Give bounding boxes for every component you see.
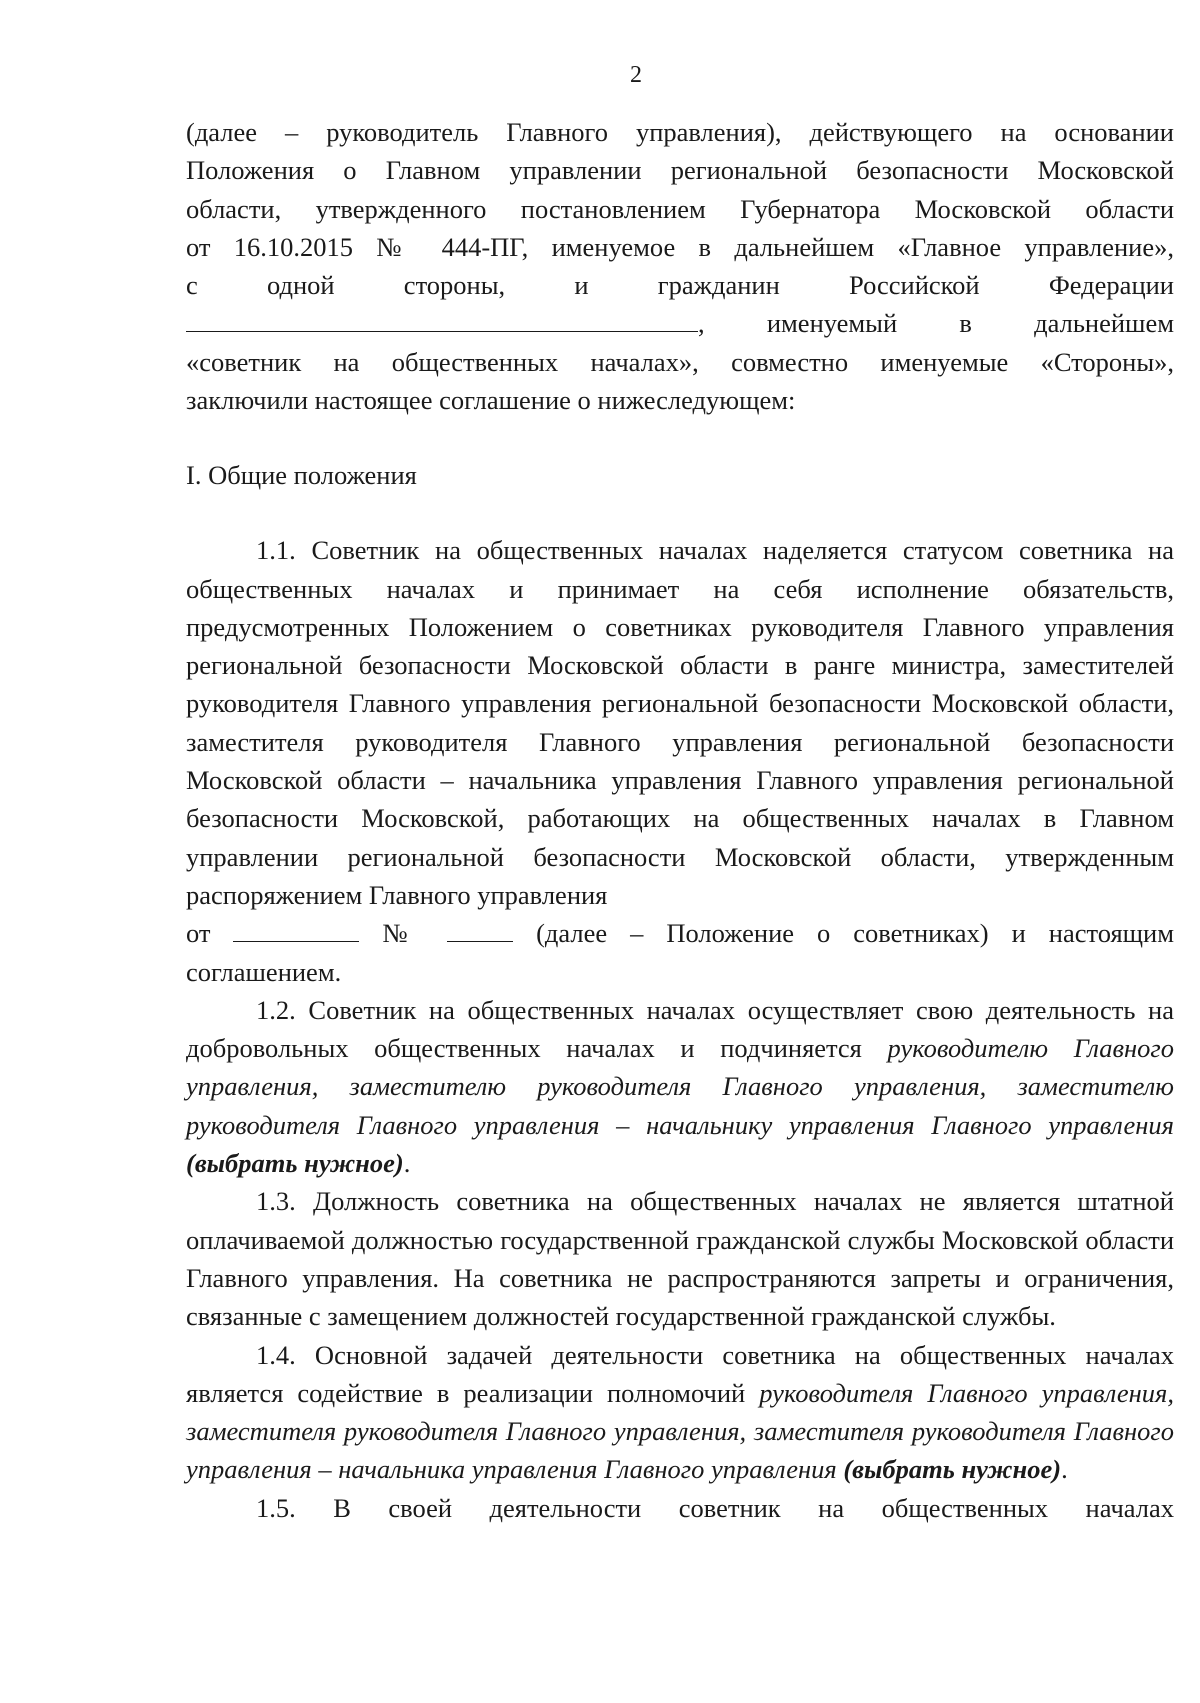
paragraph-1-4 — [186, 1336, 1174, 1489]
date-blank-line — [233, 917, 359, 942]
paragraph-1-1-continuation: (далее – Положение о советниках) и настоящим — [536, 918, 1174, 949]
paragraph-1-1-date-line — [186, 914, 1174, 952]
intro-line: Положения о Главном управлении региональной безопасности Московской — [186, 155, 1174, 186]
paragraph-1-1 — [186, 531, 1174, 914]
intro-line-with-blank — [186, 304, 1174, 342]
paragraph-1-4-end: . — [1061, 1454, 1068, 1485]
intro-line: от 16.10.2015 № 444-ПГ, именуемое в дальнейшем «Главное управление», — [186, 231, 1174, 262]
number-sign: № — [382, 918, 425, 949]
document-body — [186, 113, 1174, 1527]
paragraph-1-4-choice-note: (выбрать нужное) — [843, 1454, 1062, 1485]
name-blank-line — [186, 307, 698, 332]
number-blank-line — [447, 917, 513, 942]
paragraph-1-4-italic: руководителя Главного управления, заместителя руководителя Главного управления, заместителя руководителя Главного управления – начальника управления Главного управления — [186, 1377, 1175, 1485]
paragraph-1-2-text: 1.2. Советник на общественных началах осуществляет свою деятельность на добровольных общественных началах и подчиняется — [186, 994, 1174, 1064]
intro-line-tail: , именуемый в дальнейшем — [698, 308, 1174, 339]
paragraph-1-5: 1.5. В своей деятельности советник на общественных началах — [256, 1492, 1174, 1523]
section-title: I. Общие положения — [186, 460, 417, 491]
intro-line: с одной стороны, и гражданин Российской Федерации — [186, 270, 1174, 301]
paragraph-1-2-end: . — [403, 1148, 411, 1179]
from-label: от — [186, 918, 211, 949]
paragraph-1-3: 1.3. Должность советника на общественных началах не является штатной оплачиваемой должностью государственной гражданской службы Московской области Главного управления. На советника не распространяются запреты и ограничения, связанные с замещением должностей государственной гражданской службы. — [186, 1186, 1174, 1332]
paragraph-1-4-text: 1.4. Основной задачей деятельности советника на общественных началах является содействие в реализации полномочий — [186, 1339, 1174, 1408]
paragraph-1-2 — [186, 991, 1174, 1182]
intro-line: области, утвержденного постановлением Губернатора Московской области — [186, 193, 1174, 224]
paragraph-1-1-end: соглашением. — [186, 956, 342, 987]
intro-line: (далее – руководитель Главного управления), действующего на основании — [186, 117, 1174, 147]
paragraph-1-2-italic: руководителю Главного управления, заместителю руководителя Главного управления, заместителю руководителя Главного управления – начальнику управления Главного управления — [186, 1033, 1174, 1140]
paragraph-1-2-choice-note: (выбрать нужное) — [186, 1148, 404, 1179]
paragraph-1-1-text: 1.1. Советник на общественных началах наделяется статусом советника на общественных началах и принимает на себя исполнение обязательств, предусмотренных Положением о советниках руководителя Главного управления региональной безопасности Московской области в ранге министра, заместителей руководителя Главного управления региональной безопасности Московской области, заместителя руководителя Главного управления региональной безопасности Московской области – начальника управления Главного управления региональной безопасности Московской, работающих на общественных началах в Главном управлении региональной безопасности Московской области, утвержденным распоряжением Главного управления — [186, 535, 1174, 910]
intro-line: заключили настоящее соглашение о нижеследующем: — [186, 385, 796, 416]
page-number: 2 — [630, 62, 642, 88]
intro-line: «советник на общественных началах», совместно именуемые «Стороны», — [186, 346, 1174, 377]
